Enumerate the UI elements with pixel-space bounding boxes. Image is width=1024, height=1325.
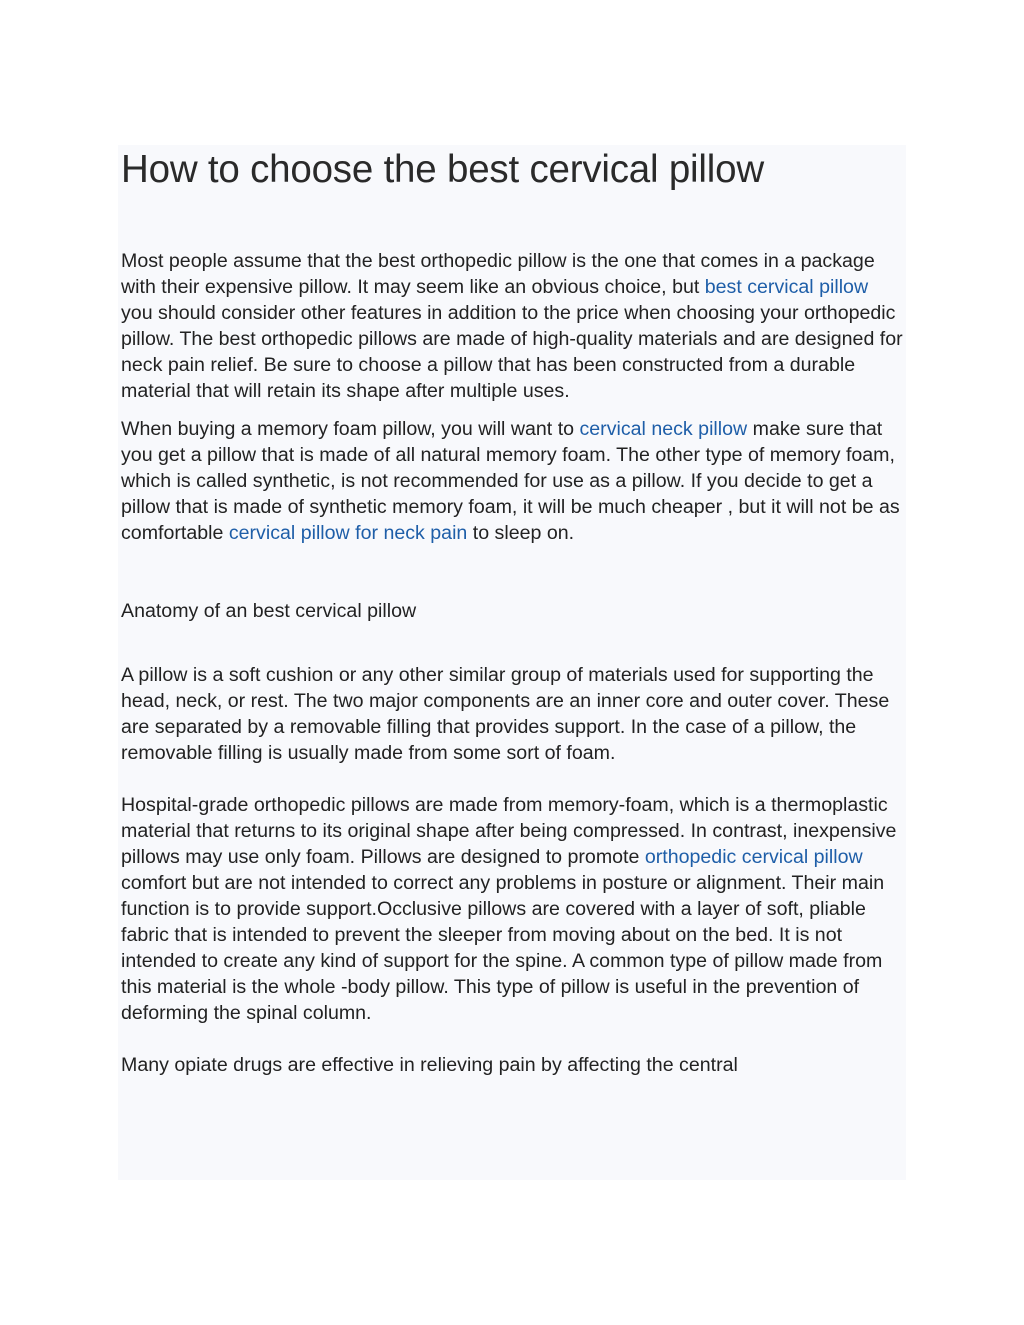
article bbox=[121, 145, 904, 1078]
paragraph-text: Most people assume that the best orthopedic pillow is the one that comes in a package with their expensive pillow. It may seem like an obvious choice, but bbox=[121, 250, 875, 298]
paragraph-text: comfort but are not intended to correct any problems in posture or alignment. Their main function is to provide support.Occlusive pillows are covered with a layer of soft, pliable fabric that is intended to prevent the sleeper from moving about on the bed. It is not intended to create any kind of support for the spine. A common type of pillow made from this material is the whole -body pillow. This type of pillow is useful in the prevention of deforming the spinal column. bbox=[121, 872, 885, 1024]
paragraph-memory-foam bbox=[121, 416, 904, 546]
paragraph-intro bbox=[121, 248, 904, 404]
section-heading: Anatomy of an best cervical pillow bbox=[121, 600, 417, 622]
paragraph-anatomy: A pillow is a soft cushion or any other similar group of materials used for supporting the head, neck, or rest. The two major components are an inner core and outer cover. These are separated by a removable filling that provides support. In the case of a pillow, the removable filling is usually made from some sort of foam. bbox=[121, 664, 890, 764]
paragraph-text: When buying a memory foam pillow, you will want to bbox=[121, 418, 580, 440]
paragraph-text: to sleep on. bbox=[467, 522, 575, 544]
link-orthopedic-cervical-pillow[interactable]: orthopedic cervical pillow bbox=[644, 846, 863, 868]
link-cervical-neck-pillow[interactable]: cervical neck pillow bbox=[579, 418, 748, 440]
paragraph-text: make sure that you get a pillow that is made of all natural memory foam. The other type of memory foam, which is called synthetic, is not recommended for use as a pillow. If you decide to get a pillow that is made of synthetic memory foam, it will be much cheaper , but it will not be as comfortable bbox=[121, 418, 900, 544]
link-cervical-pillow-for-neck-pain[interactable]: cervical pillow for neck pain bbox=[228, 522, 468, 544]
paragraph-text: Hospital-grade orthopedic pillows are made from memory-foam, which is a thermoplastic material that returns to its original shape after being compressed. In contrast, inexpensive pillows may use only foam. Pillows are designed to promote bbox=[121, 794, 897, 868]
article-title: How to choose the best cervical pillow bbox=[121, 148, 764, 191]
link-best-cervical-pillow[interactable]: best cervical pillow bbox=[704, 276, 869, 298]
paragraph-text: you should consider other features in addition to the price when choosing your orthopedic pillow. The best orthopedic pillows are made of high-quality materials and are designed for neck pain relief. Be sure to choose a pillow that has been constructed from a durable material that will retain its shape after multiple uses. bbox=[121, 302, 903, 402]
paragraph-hospital-grade bbox=[121, 792, 904, 1026]
paragraph-opiate: Many opiate drugs are effective in relieving pain by affecting the central bbox=[121, 1054, 738, 1076]
